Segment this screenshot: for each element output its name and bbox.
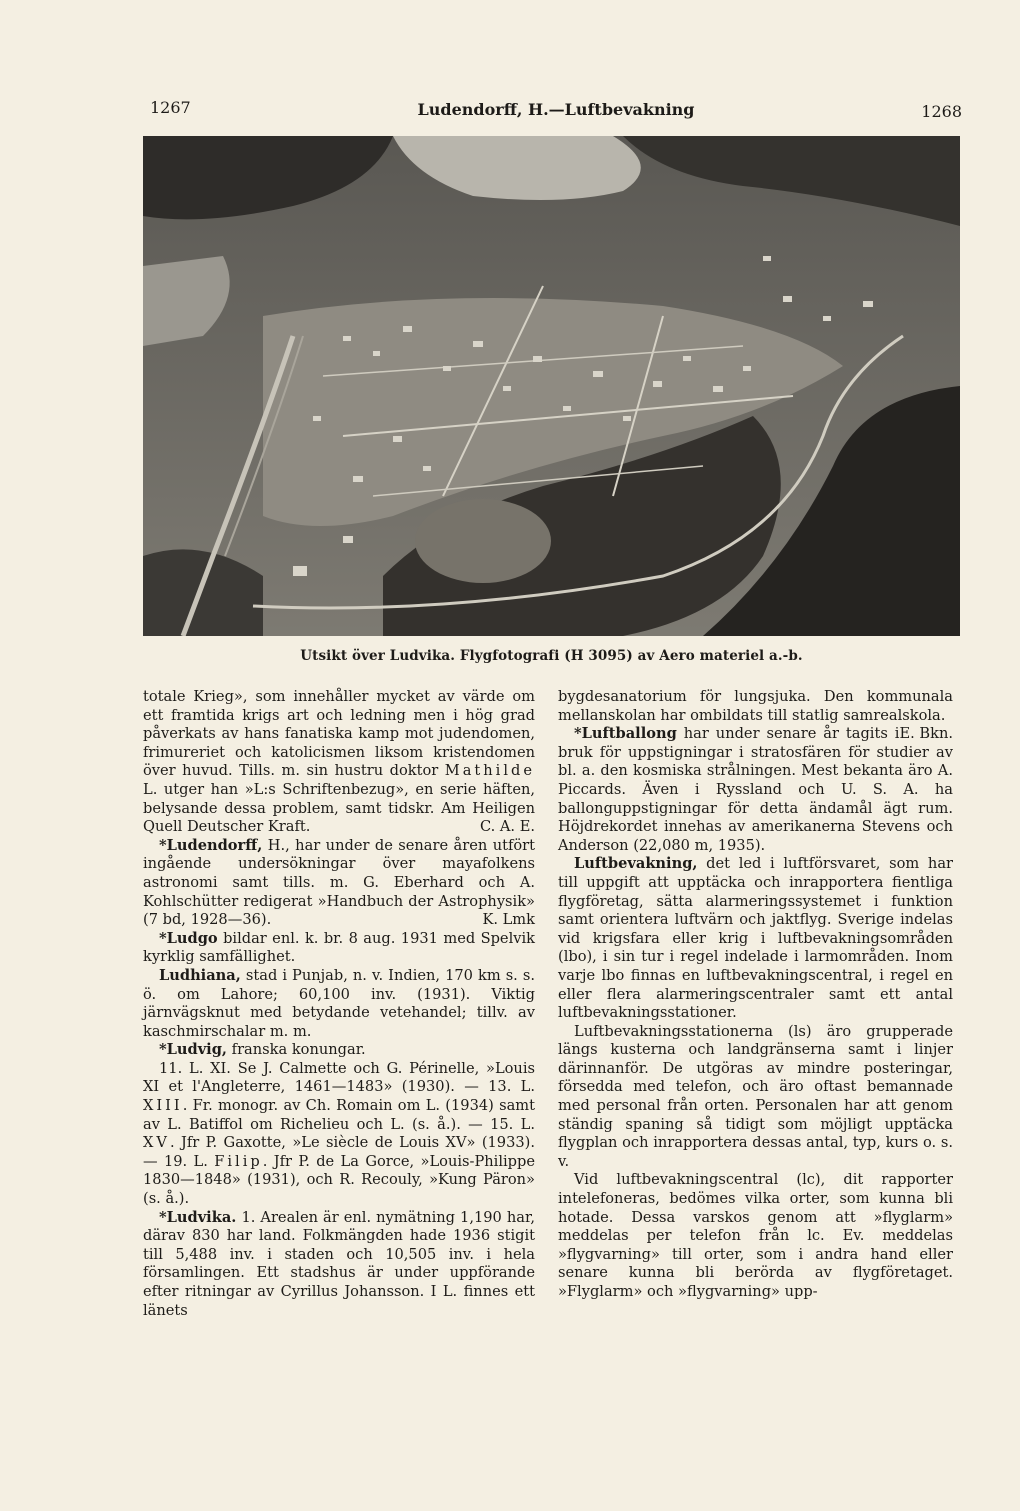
signature: E. Bkn. [899,725,953,743]
spaced-name: Mathilde [444,762,535,780]
paragraph-luftbevakningscentral [558,1171,953,1301]
aerial-photo-illustration [143,136,960,636]
text: . Jfr P. de La Gorce, »Louis-Philippe 1830—1848» (1931), och R. Recouly, »Kung Päron» (s. å.). [143,1152,535,1208]
entry-headword: *Ludvika. [159,1208,237,1226]
entry-headword: Luftbevakning, [574,855,698,873]
text: 11. L. XI. Se J. Calmette och G. Périnelle, »Louis XI et l'Angleterre, 1461—1483» (1930). — 13. L. [143,1059,535,1096]
text: totale Krieg», som innehåller mycket av värde om ett framtida krigs art och ledning men i hög grad påverkats av hans fanatiska kamp mot judendomen, frimureriet och katolicismen liksom kristendomen över huvud. Tills. m. sin hustru doktor [143,688,535,780]
text: bildar enl. k. br. 8 aug. 1931 med Spelvik kyrklig samfällighet. [143,929,535,966]
page-number-left: 1267 [150,98,191,117]
spaced-name: XIII [143,1097,183,1115]
aerial-photo [143,136,960,636]
text: . Jfr P. Gaxotte, »Le siècle de Louis XV» (1933). — 19. L. [143,1134,535,1170]
running-head: Ludendorff, H.—Luftbevakning [417,100,695,119]
text: H., har under de senare åren utfört ingående undersökningar över mayafolkens astronomi samt tills. m. G. Eberhard och A. Kohlschütter redigerat »Handbuch der Astrophysik» (7 bd, 1928—36). [143,836,535,929]
page-number-right: 1268 [921,102,962,121]
text: . Fr. monogr. av Ch. Romain om L. (1934) samt av L. Batiffol om Richelieu och L. (s. å.). — 15. L. [143,1097,535,1133]
entry-luftballong [558,725,953,855]
signature: K. Lmk [482,911,535,929]
text: franska konungar. [227,1041,366,1059]
text: har under senare år tagits i bruk för uppstigningar i stratosfären för studier av bl. a. den kosmiska strålningen. Mest bekanta äro A. Piccards. Även i Ryssland och U. S. A. ha ballonguppstigningar för detta ändamål ägt rum. Höjdrekordet innehas av amerikanerna Stevens och Anderson (22,080 m, 1935). [558,725,953,854]
entry-headword: *Ludendorff, [159,836,263,854]
spaced-name: Filip [214,1152,263,1170]
entry-ludvig [143,1041,535,1060]
paragraph-luftbevakningsstationerna [558,1023,953,1172]
entry-headword: *Ludvig, [159,1041,228,1059]
entry-ludendorff [143,837,535,930]
signature: C. A. E. [479,818,535,836]
entry-ludhiana [143,967,535,1041]
entry-headword: *Luftballong [574,725,677,743]
text: Vid luftbevakningscentral (lc), dit rapporter intelefoneras, bedömes vilka orter, som kunna bli hotade. Dessa varskos genom att »flyglarm» meddelas per telefon från lc. Ev. meddelas »flygvarning» till orter, som i andra hand eller senare kunna bli berörda av flygföretaget. »Flyglarm» och »flygvarning» upp- [558,1171,953,1300]
text: 1. Arealen är enl. nymätning 1,190 har, därav 830 har land. Folkmängden hade 1936 stigit till 5,488 inv. i staden och 10,505 inv. i hela församlingen. Ett stadshus är under uppförande efter ritningar av Cyrillus Johansson. I L. finnes ett länets [143,1208,535,1319]
figure-caption: Utsikt över Ludvika. Flygfotografi (H 3095) av Aero materiel a.-b. [300,648,803,664]
entry-headword: *Ludgo [159,929,218,947]
text: Luftbevakningsstationerna (ls) äro grupperade längs kusterna och landgränserna samt i linjer därinnanför. De utgöras av mindre posteringar, försedda med telefon, och äro oftast bemannade med personal från orten. Personalen har att genom ständig spaning så tidigt som möjligt upptäcka flygplan och inrapportera dessas antal, typ, kurs o. s. v. [558,1022,953,1170]
entry-ludvig-details [143,1060,535,1209]
left-column [143,688,535,1320]
entry-luftbevakning [558,855,953,1022]
entry-ludgo [143,930,535,967]
page-header [150,98,962,124]
right-column [558,688,953,1302]
paragraph-totale-krieg [143,688,535,837]
entry-headword: Ludhiana, [159,966,241,984]
entry-ludvika [143,1209,535,1321]
text: bygdesanatorium för lungsjuka. Den kommunala mellanskolan har ombildats till statlig samrealskola. [558,688,953,724]
text: L. utger han »L:s Schriftenbezug», en serie häften, belysande dessa problem, samt tidskr. Am Heiligen Quell Deutscher Kraft. [143,780,535,836]
spaced-name: XV [143,1134,170,1152]
text: stad i Punjab, n. v. Indien, 170 km s. s. ö. om Lahore; 60,100 inv. (1931). Viktig järnvägsknut med betydande vetehandel; tillv. av kaschmirschalar m. m. [143,966,535,1040]
text: det led i luftförsvaret, som har till uppgift att upptäcka och inrapportera fientliga flygföretag, sätta alarmeringssystemet i funktion samt orientera luftvärn och jaktflyg. Sverige indelas vid krigsfara eller krig i luftbevakningsområden (lbo), i sin tur i regel indelade i larmområden. Inom varje lbo finnas en luftbevakningscentral, i regel en eller flera alarmeringscentraler samt ett antal luftbevakningsstationer. [558,855,953,1022]
